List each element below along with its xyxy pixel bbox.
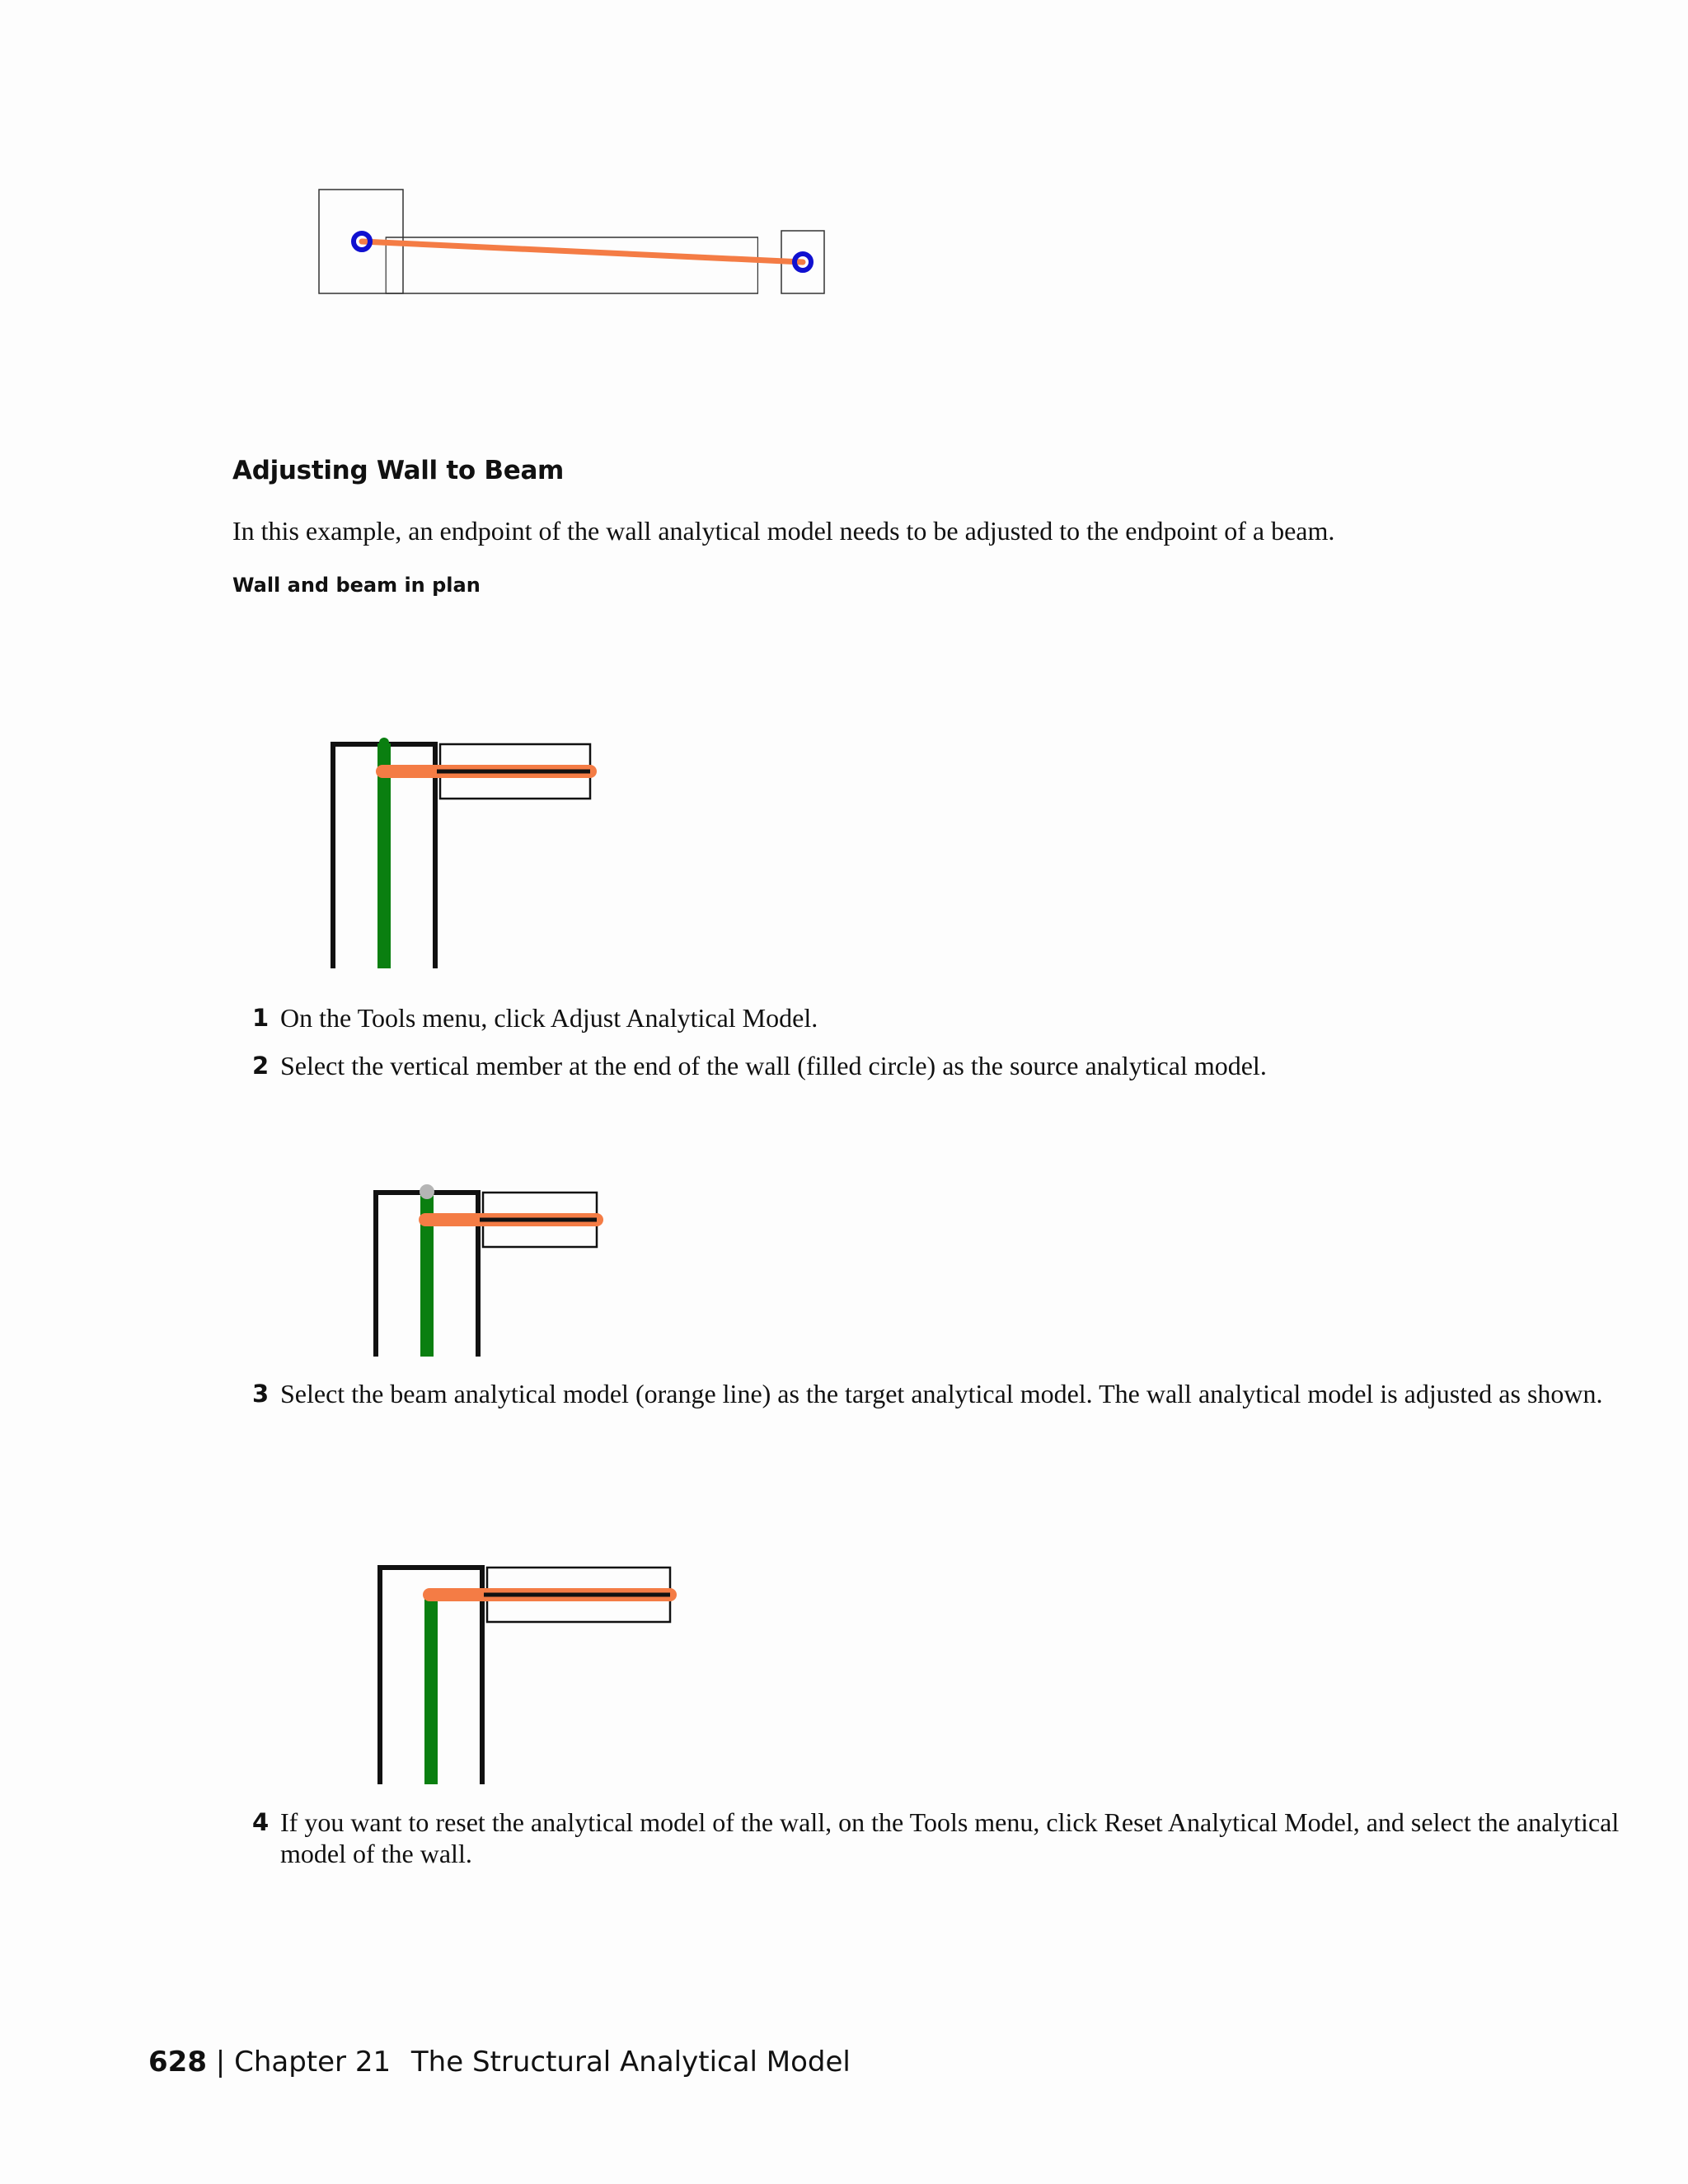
- chapter-label: Chapter 21: [234, 2046, 392, 2079]
- page-footer: [148, 2046, 851, 2079]
- step-text: If you want to reset the analytical model of the wall, on the Tools menu, click Reset Analytical Model, and select the analytical model of the wall.: [280, 1807, 1620, 1868]
- step-number: 2: [252, 1052, 270, 1080]
- step-1: [252, 1002, 1624, 1033]
- step-text: Select the beam analytical model (orange line) as the target analytical model. The wall analytical model is adjusted as shown.: [280, 1379, 1603, 1408]
- adjusted-result-figure: [375, 1560, 672, 1787]
- figure-caption: Wall and beam in plan: [232, 574, 481, 597]
- chapter-title: The Structural Analytical Model: [410, 2046, 851, 2079]
- step-4: [252, 1807, 1624, 1869]
- section-heading: Adjusting Wall to Beam: [232, 456, 565, 485]
- step-number: 3: [252, 1380, 270, 1408]
- step-number: 1: [252, 1004, 270, 1032]
- selected-source-node: [420, 1184, 434, 1199]
- step-text: On the Tools menu, click Adjust Analytical Model.: [280, 1003, 818, 1033]
- footer-separator: |: [215, 2046, 226, 2079]
- page-number: 628: [148, 2046, 207, 2079]
- step-number: 4: [252, 1808, 270, 1836]
- wall-beam-plan-figure: [328, 733, 592, 972]
- step-text: Select the vertical member at the end of the wall (filled circle) as the source analytical model.: [280, 1051, 1267, 1080]
- beam-between-columns-figure: [317, 188, 828, 295]
- step-3: [252, 1378, 1624, 1409]
- source-selected-figure: [371, 1182, 598, 1359]
- beam-analytical-line: [362, 241, 803, 262]
- intro-paragraph: In this example, an endpoint of the wall analytical model needs to be adjusted to the endpoint of a beam.: [232, 516, 1335, 546]
- step-2: [252, 1050, 1624, 1081]
- wall-end-node: [379, 738, 389, 748]
